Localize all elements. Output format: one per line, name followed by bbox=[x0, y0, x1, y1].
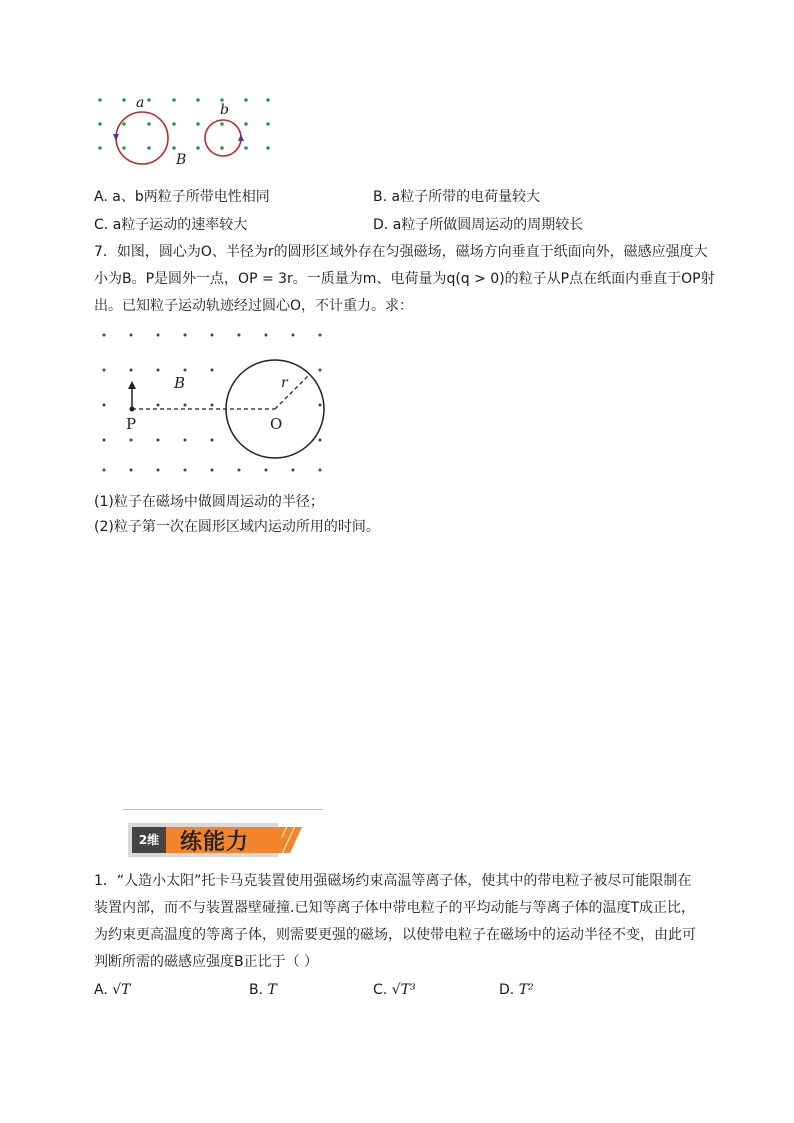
figure-two-orbits bbox=[94, 94, 274, 170]
label-field-B: B bbox=[176, 152, 187, 168]
figure-circle-region bbox=[94, 325, 334, 475]
point-P bbox=[130, 407, 135, 412]
option-1C: C. √T³ bbox=[373, 982, 416, 998]
option-1A: A. √T bbox=[94, 982, 131, 998]
q1-line1: 1．“人造小太阳”托卡马克装置使用强磁场约束高温等离子体，使其中的带电粒子被尽可能限制在 bbox=[94, 873, 692, 889]
q1-line2: 装置内部，而不与装置器壁碰撞.已知等离子体中带电粒子的平均动能与等离子体的温度T成正比， bbox=[94, 900, 695, 916]
q1-line3: 为约束更高温度的等离子体，则需要更强的磁场，以使带电粒子在磁场中的运动半径不变，由此可 bbox=[94, 927, 696, 943]
q7-line2: 小为B。P是圆外一点，OP = 3r。一质量为m、电荷量为q(q > 0)的粒子从P点在纸面内垂直于OP射 bbox=[94, 271, 715, 287]
orbit-a bbox=[116, 112, 168, 164]
label-P: P bbox=[126, 415, 137, 433]
arrow-up-icon bbox=[128, 381, 136, 389]
label-r: r bbox=[281, 375, 288, 391]
option-6C: C. a粒子运动的速率较大 bbox=[94, 217, 248, 233]
arrow-up-icon bbox=[238, 134, 244, 141]
q7-line1: 7．如图，圆心为O、半径为r的圆形区域外存在匀强磁场，磁场方向垂直于纸面向外，磁感应强度大 bbox=[94, 244, 708, 260]
q7-sub2: (2)粒子第一次在圆形区域内运动所用的时间。 bbox=[94, 519, 380, 535]
label-O: O bbox=[270, 415, 283, 433]
option-1D: D. T² bbox=[499, 982, 534, 998]
q7-sub1: (1)粒子在磁场中做圆周运动的半径； bbox=[94, 494, 324, 510]
section-banner bbox=[128, 823, 308, 857]
option-6D: D. a粒子所做圆周运动的周期较长 bbox=[373, 217, 584, 233]
section-title: 练能力 bbox=[180, 830, 250, 855]
option-1B: B. T bbox=[249, 982, 277, 998]
option-6A: A. a、b两粒子所带电性相同 bbox=[94, 189, 270, 205]
option-6B: B. a粒子所带的电荷量较大 bbox=[373, 189, 541, 205]
label-field-B2: B bbox=[174, 374, 186, 392]
field-dots-2 bbox=[103, 334, 322, 472]
label-a: a bbox=[136, 95, 145, 111]
arrow-down-icon bbox=[113, 134, 119, 141]
q7-line3: 出。已知粒子运动轨迹经过圆心O，不计重力。求： bbox=[94, 298, 414, 314]
q1-line4: 判断所需的磁感应强度B正比于（ ） bbox=[94, 954, 319, 970]
banner-rule bbox=[123, 809, 323, 810]
section-badge: 2维 bbox=[138, 833, 160, 847]
label-b: b bbox=[220, 102, 229, 118]
field-dots bbox=[98, 98, 270, 150]
